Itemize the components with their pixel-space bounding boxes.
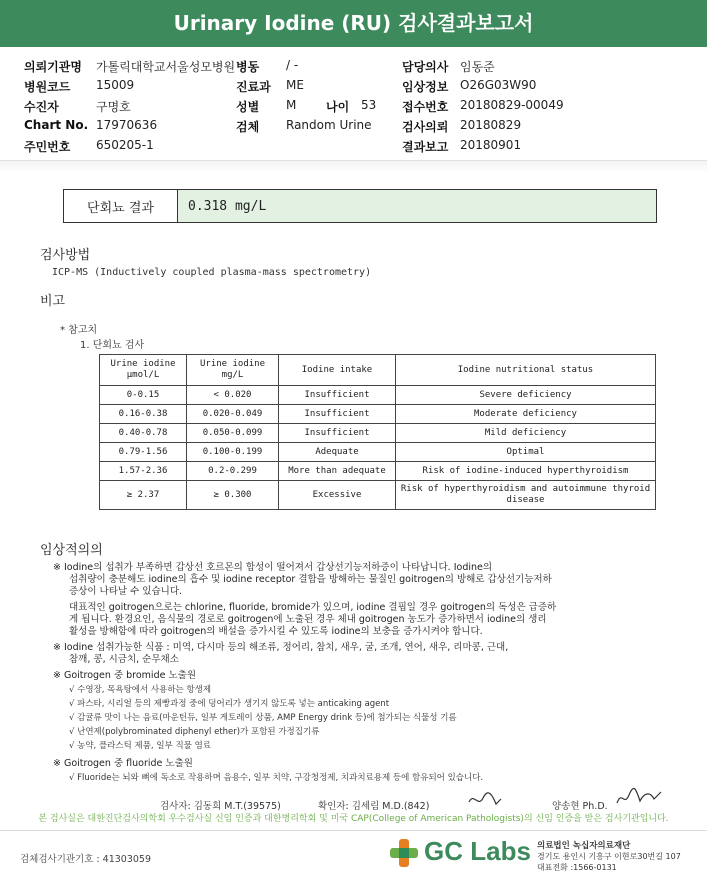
report-title: Urinary Iodine (RU) 검사결과보고서 [0, 0, 707, 47]
receipt-label: 접수번호 [402, 100, 449, 114]
method-title: 검사방법 [40, 248, 91, 263]
report-label: 결과보고 [402, 140, 449, 154]
foods-line1: ※ Iodine 섭취가능한 식품 : 미역, 다시마 등의 해조류, 정어리, 참치, 새우, 굴, 조개, 연어, 새우, 리마콩, 근대, [53, 642, 509, 653]
chart-label: Chart No. [24, 118, 89, 132]
cell: Insufficient [279, 424, 396, 443]
cell: < 0.020 [187, 386, 279, 405]
table-row [100, 481, 656, 510]
cell: 0.16-0.38 [100, 405, 187, 424]
specimen-label: 검체 [236, 120, 260, 134]
clinical-p1-line3: 증상이 나타날 수 있습니다. [69, 586, 183, 597]
institution-label: 의뢰기관명 [24, 60, 82, 74]
receipt-value: 20180829-00049 [460, 98, 564, 112]
cell: 0.100-0.199 [187, 443, 279, 462]
header-intake: Iodine intake [279, 355, 396, 386]
cell: Risk of iodine-induced hyperthyroidism [396, 462, 656, 481]
chart-value: 17970636 [96, 118, 158, 132]
clinical-p2-line3: 활성을 방해함에 따라 goitrogen의 배설을 증가시킬 수 있도록 iodine의 보충을 증가시켜야 합니다. [69, 626, 483, 637]
reference-table [99, 354, 656, 510]
bromide-title: ※ Goitrogen 중 bromide 노출원 [53, 670, 196, 681]
org-address: 경기도 용인시 기흥구 이현로30번길 107 [537, 852, 681, 861]
confirmer-sign-mark [466, 790, 504, 810]
doctor-value: 임동준 [460, 60, 495, 74]
result-value: 0.318 mg/L [178, 190, 656, 222]
clinical-p2-line2: 게 됩니다. 환경요인, 음식물의 경로로 goitrogen에 노출된 경우 체내 goitrogen 농도가 증가하면서 iodine의 생리 [69, 614, 547, 625]
reference-header-row [100, 355, 656, 386]
age-value: 53 [361, 98, 377, 112]
org-phone: 대표전화 :1566-0131 [537, 863, 617, 872]
clinical-info-value: O26G03W90 [460, 78, 537, 92]
cell: Risk of hyperthyroidism and autoimmune thyroid disease [396, 481, 656, 510]
gc-cross-logo-icon [388, 837, 420, 869]
bromide-item: √ 수영장, 목욕탕에서 사용하는 항생제 [69, 685, 212, 695]
brand-logo: GC Labs [424, 836, 531, 866]
table-row [100, 386, 656, 405]
certification-note: 본 검사실은 대한진단검사의학회 우수검사실 신임 인증과 대한병리학회 및 미국 CAP(College of American Pathologists)의 신임 인증을 받은 검사기관입니다. [38, 814, 669, 824]
cell: 1.57-2.36 [100, 462, 187, 481]
bromide-item: √ 감귤류 맛이 나는 음료(마운틴듀, 일부 게토레이 상품, AMP Energy drink 등)에 첨가되는 식물성 기름 [69, 713, 457, 723]
foods-line2: 참깨, 콩, 시금치, 순무채소 [69, 654, 179, 665]
table-row [100, 424, 656, 443]
cell: 0.40-0.78 [100, 424, 187, 443]
ward-value: / - [286, 58, 299, 72]
patient-value: 구명호 [96, 100, 131, 114]
hospital-code-label: 병원코드 [24, 80, 71, 94]
sex-label: 성별 [236, 100, 260, 114]
bromide-item: √ 난연제(polybrominated diphenyl ether)가 포함된 가정집기류 [69, 727, 320, 737]
method-text: ICP-MS (Inductively coupled plasma-mass spectrometry) [52, 267, 372, 278]
resident-label: 주민번호 [24, 140, 71, 154]
reference-title: * 참고치 [60, 325, 98, 336]
footer-divider [0, 830, 707, 831]
hospital-code-value: 15009 [96, 78, 135, 92]
cell: 0.79-1.56 [100, 443, 187, 462]
cell: Severe deficiency [396, 386, 656, 405]
doctor-label: 담당의사 [402, 60, 449, 74]
clinical-p1-line2: 섭취량이 충분해도 iodine의 흡수 및 iodine receptor 결합을 방해하는 물질인 goitrogen의 방해로 갑상선기능저하 [69, 574, 552, 585]
result-box [63, 189, 657, 223]
patient-label: 수진자 [24, 100, 59, 114]
bromide-item: √ 농약, 플라스틱 제품, 일부 직물 염료 [69, 741, 211, 751]
director-sign-mark [614, 785, 664, 810]
cell: 0.2-0.299 [187, 462, 279, 481]
institution-value: 가톨릭대학교서울성모병원 [96, 60, 236, 74]
clinical-title: 임상적의의 [40, 543, 103, 558]
bromide-item: √ 파스타, 시리얼 등의 제빵과정 중에 덩어리가 생기지 않도록 넣는 anticaking agent [69, 699, 390, 709]
header-mg: Urine iodine mg/L [187, 355, 279, 386]
cell: ≥ 0.300 [187, 481, 279, 510]
table-row [100, 462, 656, 481]
tester-signature: 검사자: 김동희 M.T.(39575) [160, 801, 281, 812]
sex-value: M [286, 98, 297, 112]
table-row [100, 405, 656, 424]
confirmer-signature: 확인자: 김세림 M.D.(842) [318, 801, 430, 812]
cell: 0.050-0.099 [187, 424, 279, 443]
cell: Adequate [279, 443, 396, 462]
director-signature: 양송현 Ph.D. [552, 801, 608, 812]
cell: More than adequate [279, 462, 396, 481]
agency-number: 검체검사기관기호 : 41303059 [20, 854, 152, 865]
reference-subtitle: 1. 단회뇨 검사 [80, 340, 145, 351]
cell: ≥ 2.37 [100, 481, 187, 510]
department-label: 진료과 [236, 80, 271, 94]
cell: 0.020-0.049 [187, 405, 279, 424]
cell: Insufficient [279, 405, 396, 424]
fluoride-item: √ Fluoride는 뇌와 뼈에 독소로 작용하며 음용수, 일부 치약, 구강청정제, 치과치료용제 등에 함유되어 있습니다. [69, 773, 484, 783]
report-value: 20180901 [460, 138, 522, 152]
remarks-title: 비고 [40, 294, 66, 309]
clinical-p1-line1: ※ Iodine의 섭취가 부족하면 갑상선 호르몬의 합성이 떨어져서 갑상선기능저하증이 나타납니다. Iodine의 [53, 562, 493, 573]
age-label: 나이 [326, 100, 350, 114]
clinical-p2-line1: 대표적인 goitrogen으로는 chlorine, fluoride, bromide가 있으며, iodine 결핍일 경우 goitrogen의 독성은 급증하 [69, 602, 557, 613]
ward-label: 병동 [236, 60, 260, 74]
cell: Insufficient [279, 386, 396, 405]
department-value: ME [286, 78, 304, 92]
result-label: 단회뇨 결과 [64, 190, 178, 222]
header-umol: Urine iodine μmol/L [100, 355, 187, 386]
clinical-info-label: 임상정보 [402, 80, 449, 94]
resident-value: 650205-1 [96, 138, 154, 152]
table-row [100, 443, 656, 462]
cell: 0-0.15 [100, 386, 187, 405]
cell: Mild deficiency [396, 424, 656, 443]
fluoride-title: ※ Goitrogen 중 fluoride 노출원 [53, 758, 193, 769]
request-label: 검사의뢰 [402, 120, 449, 134]
header-divider [0, 160, 707, 173]
cell: Excessive [279, 481, 396, 510]
cell: Moderate deficiency [396, 405, 656, 424]
specimen-value: Random Urine [286, 118, 372, 132]
cell: Optimal [396, 443, 656, 462]
header-status: Iodine nutritional status [396, 355, 656, 386]
org-name: 의료법인 녹십자의료재단 [537, 841, 631, 851]
request-value: 20180829 [460, 118, 522, 132]
